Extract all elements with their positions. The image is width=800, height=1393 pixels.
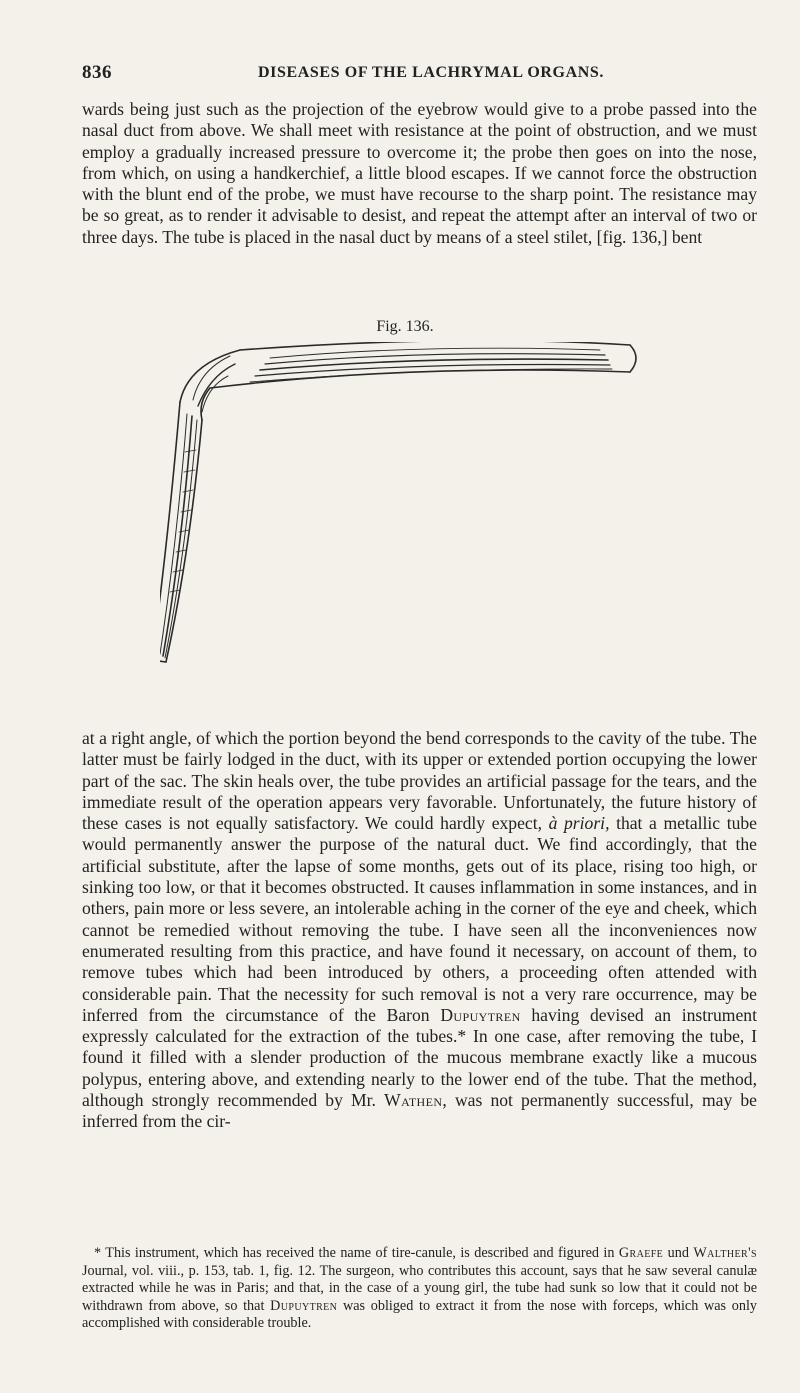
footnote-name-dupuytren: Dupuytren — [270, 1297, 338, 1314]
page-header — [82, 62, 760, 86]
footnote-part-1: * This instrument, which has received the name of tire-canule, is described and figured in — [94, 1245, 619, 1261]
footnote-part-3: Journal, vol. viii., p. 153, tab. 1, fig. 12. The surgeon, who contributes this account, says that he saw several canulæ extracted while he was in Paris; and that, in the case of a young girl, the tube had sunk so low that it could not be withdrawn from above, so that — [82, 1262, 757, 1314]
footnote-part-4: was obliged to extract it from the nose with forceps, which was only accomplished with considerable trouble. — [82, 1297, 758, 1332]
paragraph-2-part-1: at a right angle, of which the portion beyond the bend corresponds to the cavity of the tube. The latter must be fairly lodged in the duct, with its upper or extended portion occupying the lower part of the sac. The skin heals over, the tube provides an artificial passage for the tears, and the immediate result of the operation appears very favorable. Unfortunately, the future history of these cases is not equally satisfactory. We could hardly expect, — [82, 728, 757, 834]
paragraph-2-part-3: having devised an instrument expressly calculated for the extraction of the tubes.* In one case, after removing the tube, I found it filled with a slender production of the mucous membrane exactly like a mucous polypus, entering above, and extending nearly to the lower end of the tube. That the method, although strongly recommended by Mr. — [82, 1004, 757, 1111]
name-dupuytren: Dupuytren — [440, 1004, 521, 1025]
page-number: 836 — [82, 62, 112, 83]
stilet-drawing — [160, 342, 636, 662]
paragraph-1: wards being just such as the projection of the eyebrow would give to a probe passed into the nasal duct from above. We shall meet with resistance at the point of obstruction, and we must employ a gradually increased pressure to overcome it; the probe then goes on into the nose, from which, on using a handkerchief, a little blood escapes. If we cannot force the obstruction with the blunt end of the probe, we must have recourse to the sharp point. The resistance may be so great, as to render it advisable to desist, and repeat the attempt after an interval of two or three days. The tube is placed in the nasal duct by means of a steel stilet, [fig. 136,] bent — [82, 99, 757, 247]
paragraph-2-part-2: that a metallic tube would permanently answer the purpose of the natural duct. We find accordingly, that the artificial substitute, after the lapse of some months, gets out of its place, rising too high, or sinking too low, or that it becomes obstructed. It causes inflammation in some instances, and in others, pain more or less severe, an intolerable aching in the corner of the eye and cheek, which cannot be remedied without removing the tube. I have seen all the inconveniences now enumerated resulting from this practice, and have found it necessary, on account of them, to remove tubes which had been introduced by others, a proceeding often attended with considerable pain. That the necessity for such removal is not a very rare occurrence, may be inferred from the circumstance of the Baron — [82, 813, 757, 1025]
running-head: DISEASES OF THE LACHRYMAL ORGANS. — [258, 64, 604, 81]
paragraph-2 — [82, 728, 757, 1133]
footnote — [82, 1245, 757, 1333]
paragraph-2-part-4: , was not permanently successful, may be inferred from the cir- — [82, 1090, 757, 1132]
footnote-part-2: und — [663, 1245, 694, 1261]
figure-caption: Fig. 136. — [376, 318, 434, 335]
footnote-name-walther: Walther's — [693, 1245, 757, 1261]
name-wathen: Wathen — [384, 1090, 443, 1111]
footnote-name-graefe: Graefe — [618, 1245, 664, 1261]
figure-136-stilet-illustration — [160, 342, 680, 710]
paragraph-2-italic-phrase: à priori, — [548, 813, 610, 834]
